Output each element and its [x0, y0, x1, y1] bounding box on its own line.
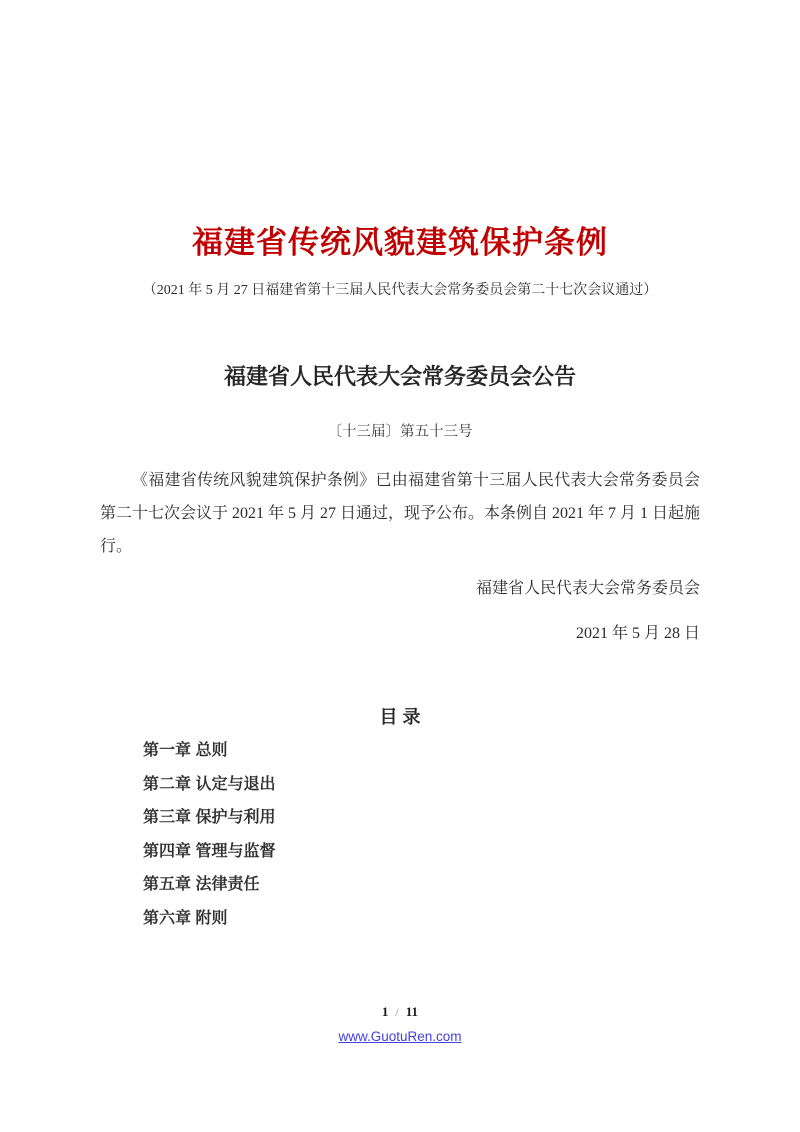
announcement-signature: 福建省人民代表大会常务委员会 [475, 580, 700, 597]
announcement-heading: 福建省人民代表大会常务委员会公告 [223, 364, 576, 389]
footer-link-wrap [0, 1027, 800, 1046]
announcement-doc-number: 〔十三届〕第五十三号 [327, 424, 473, 440]
toc-item-chapter-6: 第六章 附则 [143, 909, 228, 927]
page-indicator [0, 1003, 800, 1021]
toc-item-chapter-2: 第二章 认定与退出 [143, 775, 276, 793]
current-page-number: 1 [381, 1004, 389, 1019]
document-title: 福建省传统风貌建筑保护条例 [192, 225, 608, 260]
toc-list [143, 734, 275, 935]
announcement-date: 2021 年 5 月 28 日 [575, 625, 700, 642]
toc-item-chapter-3: 第三章 保护与利用 [143, 809, 276, 826]
announcement-body-paragraph: 《福建省传统风貌建筑保护条例》已由福建省第十三届人民代表大会常务委员会第二十七次会议于 2021 年 5 月 27 日通过，现予公布。本条例自 2021 年 7 月 1 日起施行。 [100, 472, 701, 555]
footer-website-link[interactable]: www.GuotuRen.com [338, 1029, 462, 1044]
toc-item-chapter-1: 第一章 总则 [143, 742, 228, 759]
toc-heading: 目 录 [379, 707, 421, 727]
toc-item-chapter-5: 第五章 法律责任 [143, 876, 260, 893]
page-separator: / [395, 1005, 399, 1019]
toc-item-chapter-4: 第四章 管理与监督 [143, 842, 276, 860]
document-subtitle: （2021 年 5 月 27 日福建省第十三届人民代表大会常务委员会第二十七次会议通过） [142, 283, 658, 298]
total-page-count: 11 [405, 1004, 419, 1019]
